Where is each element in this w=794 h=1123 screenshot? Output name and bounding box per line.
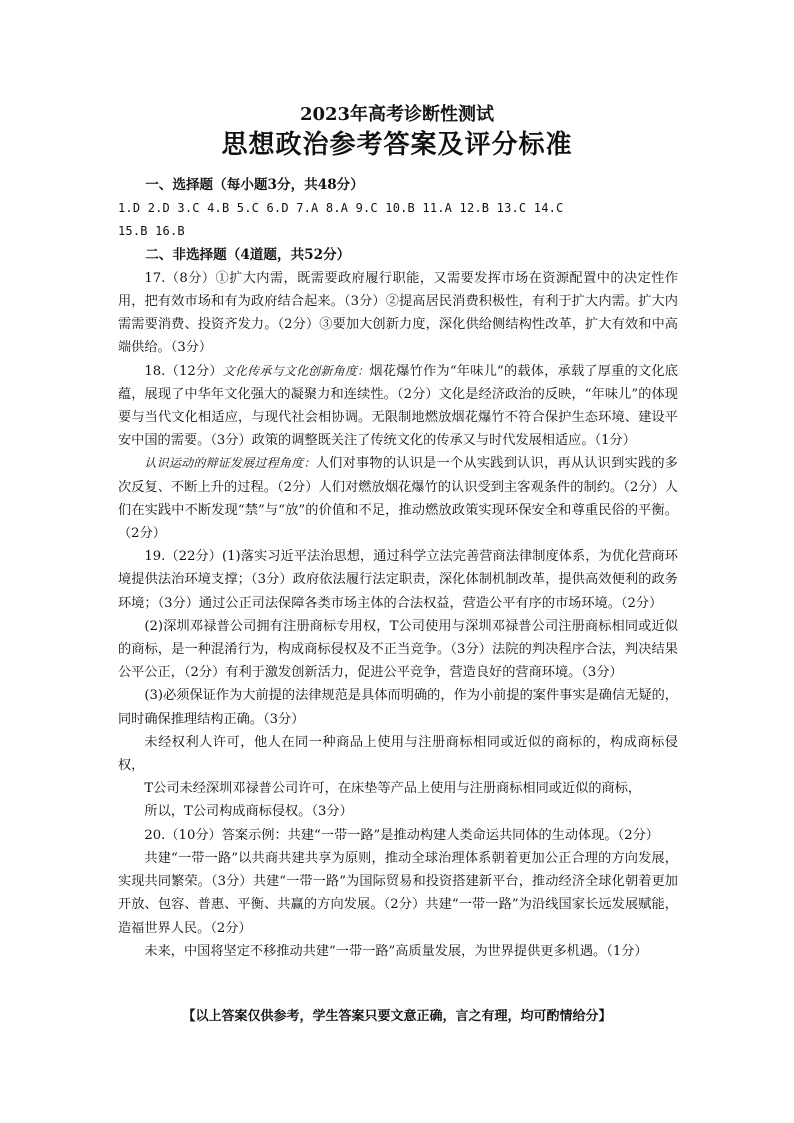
q20-answer-part-2: 共建“一带一路”以共商共建共享为原则，推动全球治理体系朝着更加公正合理的方向发展，实现共同繁荣。（3分）共建“一带一路”为国际贸易和投资搭建新平台，推动经济全球化朝着更加开放、包容、普惠、平衡、共赢的方向发展。（2分）共建“一带一路”为沿线国家长远发展赋能，造福世界人民。（2分） (118, 850, 678, 936)
nonchoice-section-heading: 二、非选择题（4道题，共52分） (145, 246, 351, 263)
q20-answer-part-1: 20.（10分）答案示例：共建“一带一路”是推动构建人类命运共同体的生动体现。（2分） (144, 827, 659, 843)
choice-answers-line-1: 1.D 2.D 3.C 4.B 5.C 6.D 7.A 8.A 9.C 10.B 11.A 12.B 13.C 14.C (118, 201, 564, 216)
q18-angle-culture: 文化传承与文化创新角度： (222, 363, 370, 378)
q18-answer-part-1 (118, 360, 678, 453)
q18-answer-part-2 (118, 452, 678, 545)
q19-syllogism-conclusion: 所以，T公司构成商标侵权。（3分） (144, 804, 353, 820)
q18-angle-cognition: 认识运动的辩证发展过程角度： (144, 456, 316, 471)
answer-content (118, 174, 678, 963)
q19-syllogism-major: 未经权利人许可，他人在同一种商品上使用与注册商标相同或近似的商标的，构成商标侵权， (118, 734, 678, 774)
q17-answer: 17.（8分）①扩大内需，既需要政府履行职能，又需要发挥市场在资源配置中的决定性作用，把有效市场和有为政府结合起来。（3分）②提高居民消费积极性，有利于扩大内需。扩大内需需要消费、投资齐发力。（2分）③要加大创新力度，深化供给侧结构性改革，扩大有效和中高端供给。（3分） (118, 270, 678, 356)
q20-answer-part-3: 未来，中国将坚定不移推动共建“一带一路”高质量发展，为世界提供更多机遇。（1分） (144, 943, 648, 959)
document-subtitle: 思想政治参考答案及评分标准 (221, 130, 573, 160)
exam-title: 2023年高考诊断性测试 (299, 104, 495, 125)
q19-answer-part-2: (2)深圳邓禄普公司拥有注册商标专用权，T公司使用与深圳邓禄普公司注册商标相同或近似的商标，是一种混淆行为，构成商标侵权及不正当竞争。（3分）法院的判决程序合法，判决结果公平公正，（2分）有利于激发创新活力，促进公平竞争，营造良好的营商环境。（3分） (118, 618, 678, 681)
q18-prefix: 18.（12分） (144, 363, 223, 379)
q19-answer-part-1: 19.（22分）(1)落实习近平法治思想，通过科学立法完善营商法律制度体系，为优化营商环境提供法治环境支撑；（3分）政府依法履行法定职责，深化体制机制改革，提供高效便利的政务环境；（3分）通过公正司法保障各类市场主体的合法权益，营造公平有序的市场环境。（2分） (118, 549, 678, 611)
q19-syllogism-minor: T公司未经深圳邓禄普公司许可，在床垫等产品上使用与注册商标相同或近似的商标， (144, 781, 642, 797)
choice-answers-line-2: 15.B 16.B (118, 224, 185, 239)
q18-text-2: 人们对事物的认识是一个从实践到认识，再从认识到实践的多次反复、不断上升的过程。（2分）人们对燃放烟花爆竹的认识受到主客观条件的制约。（2分）人们在实践中不断发现“禁”与“放”的价值和不足，推动燃放政策实现环保安全和尊重民俗的平衡。（2分） (118, 456, 678, 542)
q19-answer-part-3: (3)必须保证作为大前提的法律规范是具体而明确的，作为小前提的案件事实是确信无疑的，同时确保推理结构正确。（3分） (118, 688, 678, 727)
choice-section-heading: 一、选择题（每小题3分，共48分） (145, 177, 364, 193)
q18-text-1: 烟花爆竹作为“年味儿”的载体，承载了厚重的文化底蕴，展现了中华年文化强大的凝聚力和连续性。（2分）文化是经济政治的反映，“年味儿”的体现要与当代文化相适应，与现代社会相协调。无限制地燃放烟花爆竹不符合保护生态环境、建设平安中国的需要。（3分）政策的调整既关注了传统文化的传承又与时代发展相适应。（1分） (118, 363, 678, 449)
footer-note: 【以上答案仅供参考，学生答案只要文意正确，言之有理，均可酌情给分】 (182, 1009, 612, 1024)
